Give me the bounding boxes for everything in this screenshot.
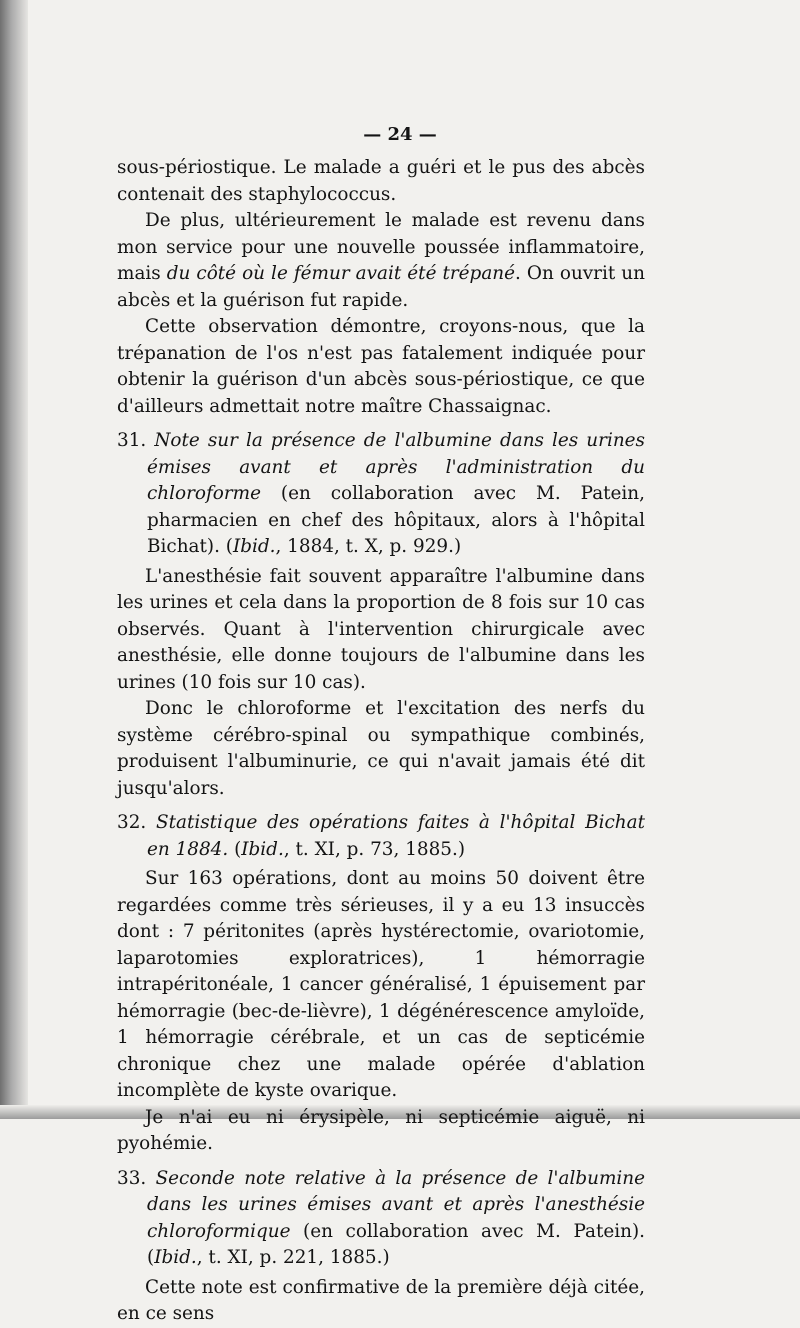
entry-details: (en collaboration avec M. Patein, pharmacien en chef des hôpitaux, alors à l'hôpital Bichat). ( (147, 483, 645, 557)
paragraph: Cette observation démontre, croyons-nous, que la trépanation de l'os n'est pas fatalement indiquée pour obtenir la guérison d'un abcès sous-périostique, ce que d'ailleurs admettait notre maître Chassaignac. (117, 316, 645, 417)
body-text (117, 155, 645, 1328)
paragraph (117, 208, 645, 314)
entry-body: Sur 163 opérations, dont au moins 50 doivent être regardées comme très sérieuses, il y a eu 13 insuccès dont : 7 péritonites (après hystérectomie, ovariotomie, laparotomies exploratrices), 1 hémorragie intrapéritonéale, 1 cancer généralisé, 1 épuisement par hémorragie (bec-de-lièvre), 1 dégénérescence amyloïde, 1 hémorragie cérébrale, et un cas de septicémie chronique chez une malade opérée d'ablation incomplète de kyste ovarique. (117, 868, 645, 1101)
paragraph-text: De plus, ultérieurement le malade est revenu dans mon service pour une nouvelle poussée inflammatoire, mais (117, 210, 645, 284)
entry-details: ( (228, 838, 242, 860)
entry-heading-33 (117, 1166, 645, 1272)
entry-reference: , t. XI, p. 73, 1885.) (283, 838, 466, 860)
entry-ibid: Ibid. (241, 838, 284, 860)
entry-number: 31. (117, 430, 147, 451)
entry-reference: , t. XI, p. 221, 1885.) (196, 1247, 390, 1268)
entry-body: Donc le chloroforme et l'excitation des nerfs du système cérébro-spinal ou sympathique combinés, produisent l'albuminurie, ce qui n'avait jamais été dit jusqu'alors. (117, 698, 645, 799)
paragraph-text-after: . On ouvrit un abcès et la guérison fut rapide. (117, 263, 645, 311)
entry-heading-31 (117, 428, 645, 561)
entry-number: 32. (117, 812, 147, 833)
entry-body: Cette note est confirmative de la première déjà citée, en ce sens (117, 1276, 645, 1324)
entry-heading-32 (117, 810, 645, 863)
paragraph-italic: du côté où le fémur avait été trépané (166, 263, 516, 284)
entry-body: Je n'ai eu ni érysipèle, ni septicémie aiguë, ni pyohémie. (117, 1106, 645, 1154)
entry-title: Note sur la présence de l'albumine dans les urines émises avant et après l'administration du chloroforme (147, 430, 645, 504)
entry-number: 33. (117, 1167, 147, 1189)
entry-title: Statistique des opérations faites à l'hôpital Bichat en 1884. (147, 812, 645, 860)
entry-reference: , 1884, t. X, p. 929.) (275, 536, 462, 557)
entry-ibid: Ibid. (232, 536, 276, 557)
entry-body: L'anesthésie fait souvent apparaître l'albumine dans les urines et cela dans la proportion de 8 fois sur 10 cas observés. Quant à l'intervention chirurgicale avec anesthésie, elle donne toujours de l'albumine dans les urines (10 fois sur 10 cas). (117, 565, 645, 693)
entry-ibid: Ibid. (154, 1247, 197, 1268)
entry-title: Seconde note relative à la présence de l'albumine dans les urines émises avant et après l'anesthésie chloroformique (147, 1167, 645, 1242)
paragraph-continued: sous-périostique. Le malade a guéri et le pus des abcès contenait des staphylococcus. (117, 157, 645, 205)
page-number: — 24 — (363, 124, 437, 145)
entry-details: (en collaboration avec M. Patein). ( (147, 1220, 645, 1268)
